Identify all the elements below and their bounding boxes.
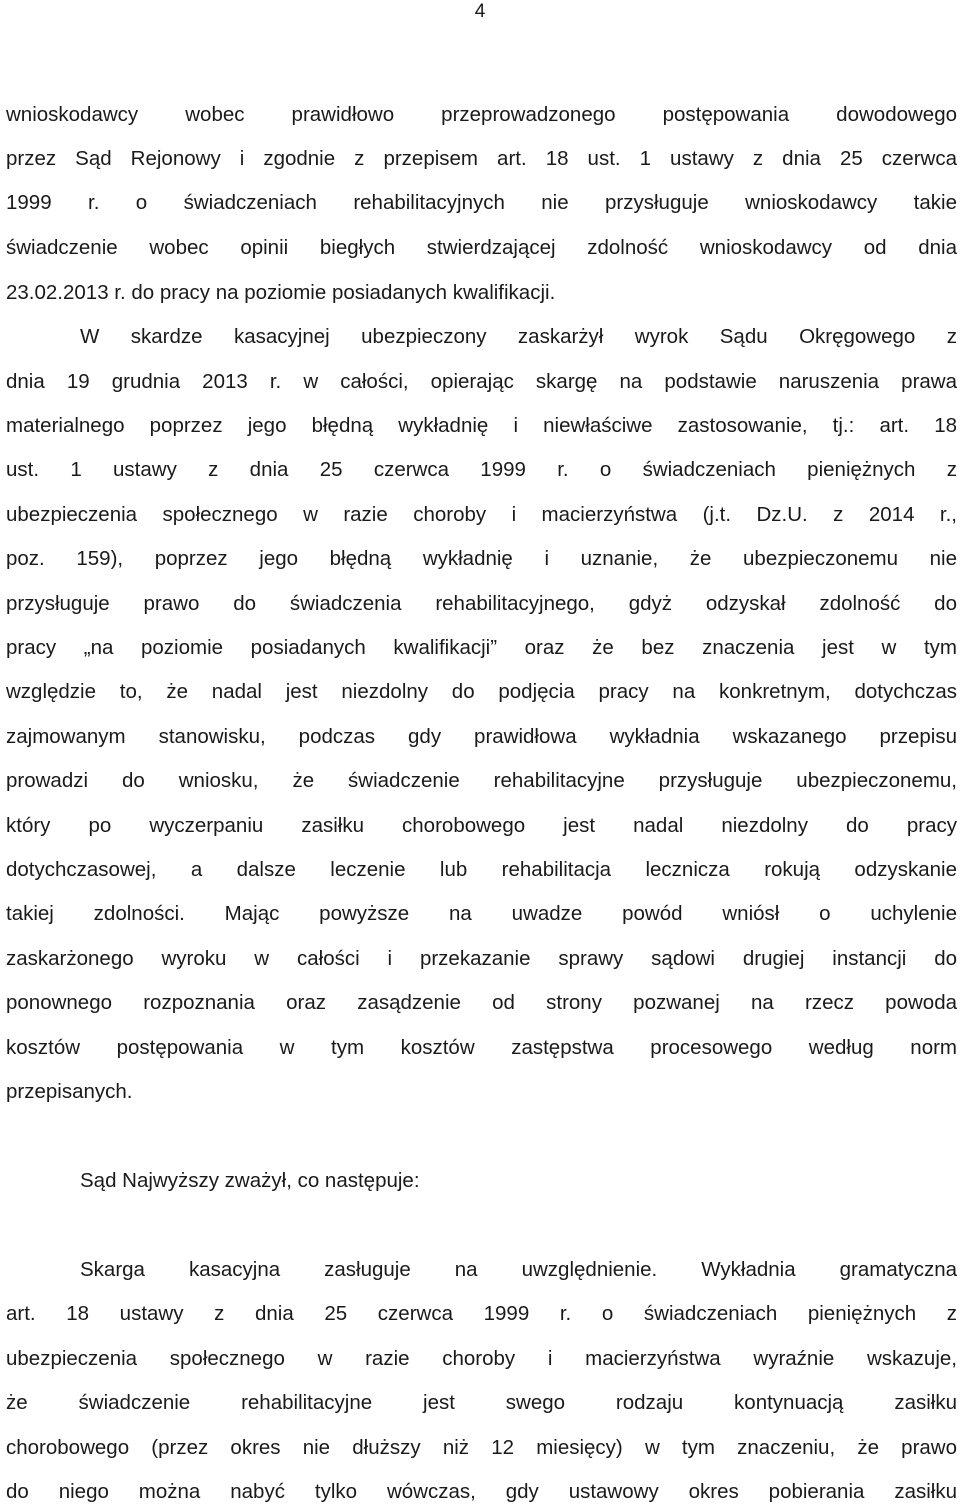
- text-line: do niego można nabyć tylko wówczas, gdy ustawowy okres pobierania zasiłku: [6, 1480, 957, 1503]
- text-line: dnia 19 grudnia 2013 r. w całości, opierając skargę na podstawie naruszenia prawa: [6, 370, 957, 393]
- text-line: prowadzi do wniosku, że świadczenie rehabilitacyjne przysługuje ubezpieczonemu,: [6, 769, 957, 792]
- text-line: W skardze kasacyjnej ubezpieczony zaskarżył wyrok Sądu Okręgowego z: [80, 325, 957, 348]
- text-line: zajmowanym stanowisku, podczas gdy prawidłowa wykładnia wskazanego przepisu: [6, 725, 957, 748]
- text-line: art. 18 ustawy z dnia 25 czerwca 1999 r. o świadczeniach pieniężnych z: [6, 1302, 957, 1325]
- text-line: takiej zdolności. Mając powyższe na uwadze powód wniósł o uchylenie: [6, 902, 957, 925]
- text-line: który po wyczerpaniu zasiłku chorobowego jest nadal niezdolny do pracy: [6, 814, 957, 837]
- text-line: wnioskodawcy wobec prawidłowo przeprowadzonego postępowania dowodowego: [6, 103, 957, 126]
- text-line: przez Sąd Rejonowy i zgodnie z przepisem art. 18 ust. 1 ustawy z dnia 25 czerwca: [6, 147, 957, 170]
- text-line: Skarga kasacyjna zasługuje na uwzględnienie. Wykładnia gramatyczna: [80, 1258, 957, 1281]
- text-line: dotychczasowej, a dalsze leczenie lub rehabilitacja lecznicza rokują odzyskanie: [6, 858, 957, 881]
- text-line: świadczenie wobec opinii biegłych stwierdzającej zdolność wnioskodawcy od dnia: [6, 236, 957, 259]
- text-line: kosztów postępowania w tym kosztów zastępstwa procesowego według norm: [6, 1036, 957, 1059]
- text-line: względzie to, że nadal jest niezdolny do podjęcia pracy na konkretnym, dotychczas: [6, 680, 957, 703]
- text-line: ponownego rozpoznania oraz zasądzenie od strony pozwanej na rzecz powoda: [6, 991, 957, 1014]
- page-number: 4: [474, 1, 486, 22]
- section-heading: Sąd Najwyższy zważył, co następuje:: [80, 1169, 420, 1192]
- text-line: poz. 159), poprzez jego błędną wykładnię i uznanie, że ubezpieczonemu nie: [6, 547, 957, 570]
- text-line: ubezpieczenia społecznego w razie choroby i macierzyństwa wyraźnie wskazuje,: [6, 1347, 957, 1370]
- text-line: materialnego poprzez jego błędną wykładnię i niewłaściwe zastosowanie, tj.: art. 18: [6, 414, 957, 437]
- text-line: przysługuje prawo do świadczenia rehabilitacyjnego, gdyż odzyskał zdolność do: [6, 592, 957, 615]
- text-line: ust. 1 ustawy z dnia 25 czerwca 1999 r. o świadczeniach pieniężnych z: [6, 458, 957, 481]
- text-line: pracy „na poziomie posiadanych kwalifikacji” oraz że bez znaczenia jest w tym: [6, 636, 957, 659]
- text-line: zaskarżonego wyroku w całości i przekazanie sprawy sądowi drugiej instancji do: [6, 947, 957, 970]
- text-line: 23.02.2013 r. do pracy na poziomie posiadanych kwalifikacji.: [6, 281, 556, 304]
- text-line: 1999 r. o świadczeniach rehabilitacyjnych nie przysługuje wnioskodawcy takie: [6, 191, 957, 214]
- text-line: ubezpieczenia społecznego w razie choroby i macierzyństwa (j.t. Dz.U. z 2014 r.,: [6, 503, 957, 526]
- text-line: że świadczenie rehabilitacyjne jest swego rodzaju kontynuacją zasiłku: [6, 1391, 957, 1414]
- text-line: chorobowego (przez okres nie dłuższy niż 12 miesięcy) w tym znaczeniu, że prawo: [6, 1436, 957, 1459]
- text-line: przepisanych.: [6, 1080, 133, 1103]
